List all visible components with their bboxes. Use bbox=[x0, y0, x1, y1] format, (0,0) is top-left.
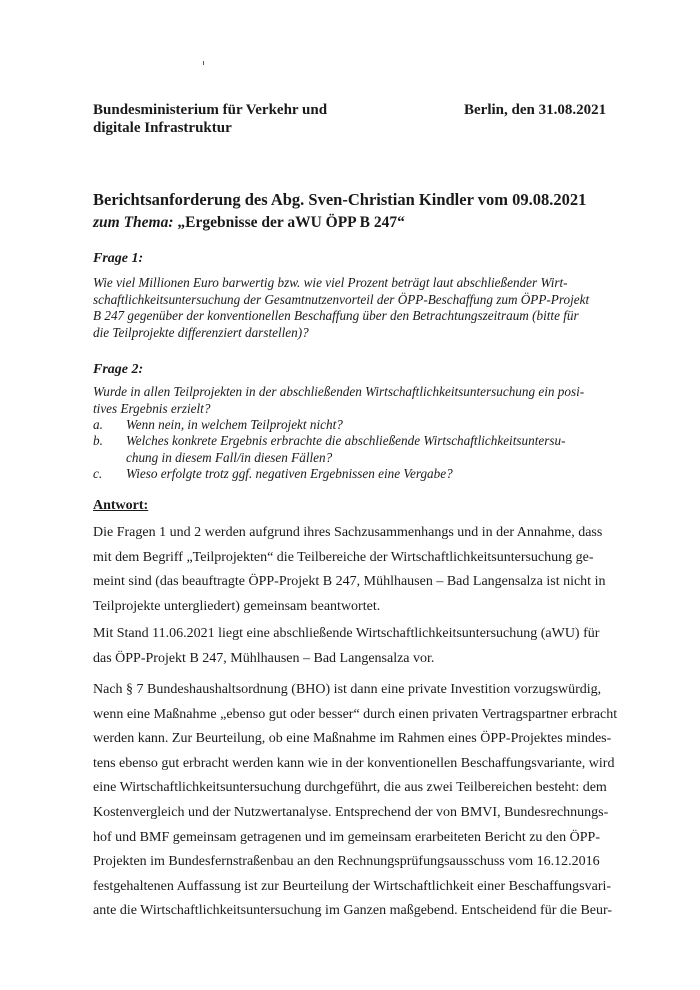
answer-paragraph-1 bbox=[93, 521, 608, 619]
question-1-heading: Frage 1: bbox=[93, 251, 144, 266]
text-line: Kostenvergleich und der Nutzwertanalyse. Entsprechend der von BMVI, Bundesrechnungs- bbox=[93, 804, 609, 820]
answer-paragraph-3 bbox=[93, 678, 618, 924]
text-line: Nach § 7 Bundeshaushaltsordnung (BHO) ist dann eine private Investition vorzugswürdig, bbox=[93, 682, 602, 697]
answer-paragraph-2 bbox=[93, 622, 608, 671]
text-line: Projekten im Bundesfernstraßenbau an den Rechnungsprüfungsausschuss vom 16.12.2016 bbox=[93, 854, 600, 870]
subject-text: „Ergebnisse der aWU ÖPP B 247“ bbox=[177, 214, 405, 231]
ministry-name bbox=[93, 101, 327, 137]
ministry-line: digitale Infrastruktur bbox=[93, 120, 232, 136]
subject-label: zum Thema: bbox=[93, 214, 174, 231]
text-line: Die Fragen 1 und 2 werden aufgrund ihres Sachzusammenhangs und in der Annahme, dass bbox=[93, 525, 603, 540]
text-line: schaftlichkeitsuntersuchung der Gesamtnutzenvorteil der ÖPP-Beschaffung zum ÖPP-Projekt bbox=[93, 291, 590, 307]
text-line: das ÖPP-Projekt B 247, Mühlhausen – Bad Langensalza vor. bbox=[93, 650, 435, 666]
text-line: die Teilprojekte differenziert darstellen)? bbox=[93, 324, 309, 340]
document-title: Berichtsanforderung des Abg. Sven-Christian Kindler vom 09.08.2021 bbox=[93, 190, 587, 209]
document-subject bbox=[93, 213, 405, 233]
question-1-text bbox=[93, 275, 603, 341]
item-marker: c. bbox=[93, 466, 103, 481]
text-line: chung in diesem Fall/in diesen Fällen? bbox=[126, 449, 333, 465]
text-line: B 247 gegenüber der konventionellen Beschaffung über den Betrachtungszeitraum (bitte für bbox=[93, 308, 579, 323]
text-line: Wie viel Millionen Euro barwertig bzw. wie viel Prozent beträgt laut abschließender Wirt- bbox=[93, 275, 568, 290]
scan-speck bbox=[203, 61, 204, 65]
text-line: Welches konkrete Ergebnis erbrachte die abschließende Wirtschaftlichkeitsuntersu- bbox=[126, 433, 566, 448]
text-line: eine Wirtschaftlichkeitsuntersuchung durchgeführt, die aus zwei Teilbereichen besteht: dem bbox=[93, 780, 607, 796]
answer-heading: Antwort: bbox=[93, 498, 149, 513]
text-line: werden kann. Zur Beurteilung, ob eine Maßnahme im Rahmen eines ÖPP-Projektes mindes- bbox=[93, 731, 612, 747]
text-line: Wurde in allen Teilprojekten in der abschließenden Wirtschaftlichkeitsuntersuchung ein posi- bbox=[93, 384, 585, 399]
item-marker: b. bbox=[93, 433, 103, 448]
place-date: Berlin, den 31.08.2021 bbox=[464, 102, 607, 118]
text-line: Mit Stand 11.06.2021 liegt eine abschließende Wirtschaftlichkeitsuntersuchung (aWU) für bbox=[93, 626, 600, 641]
text-line: tives Ergebnis erzielt? bbox=[93, 400, 211, 416]
text-line: meint sind (das beauftragte ÖPP-Projekt B 247, Mühlhausen – Bad Langensalza ist nicht in bbox=[93, 574, 606, 590]
item-marker: a. bbox=[93, 417, 103, 432]
text-line: mit dem Begriff „Teilprojekten“ die Teilbereiche der Wirtschaftlichkeitsuntersuchung ge- bbox=[93, 549, 594, 565]
text-line: festgehaltenen Auffassung ist zur Beurteilung der Wirtschaftlichkeit einer Beschaffungsvari- bbox=[93, 878, 612, 894]
text-line: Teilprojekte untergliedert) gemeinsam beantwortet. bbox=[93, 598, 381, 614]
text-line: hof und BMF gemeinsam getragenen und im gemeinsam erarbeiteten Bericht zu den ÖPP- bbox=[93, 829, 600, 845]
ministry-line: Bundesministerium für Verkehr und bbox=[93, 102, 328, 118]
text-line: wenn eine Maßnahme „ebenso gut oder besser“ durch einen privaten Vertragspartner erbracht bbox=[93, 706, 618, 722]
text-line: Wieso erfolgte trotz ggf. negativen Ergebnissen eine Vergabe? bbox=[126, 466, 453, 481]
question-2-text bbox=[93, 384, 603, 417]
text-line: ante die Wirtschaftlichkeitsuntersuchung im Ganzen maßgebend. Entscheidend für die Beur- bbox=[93, 903, 613, 919]
question-2-heading: Frage 2: bbox=[93, 362, 144, 377]
text-line: Wenn nein, in welchem Teilprojekt nicht? bbox=[126, 417, 343, 432]
text-line: tens ebenso gut erbracht werden kann wie in der konventionellen Beschaffungsvariante, wird bbox=[93, 755, 615, 771]
